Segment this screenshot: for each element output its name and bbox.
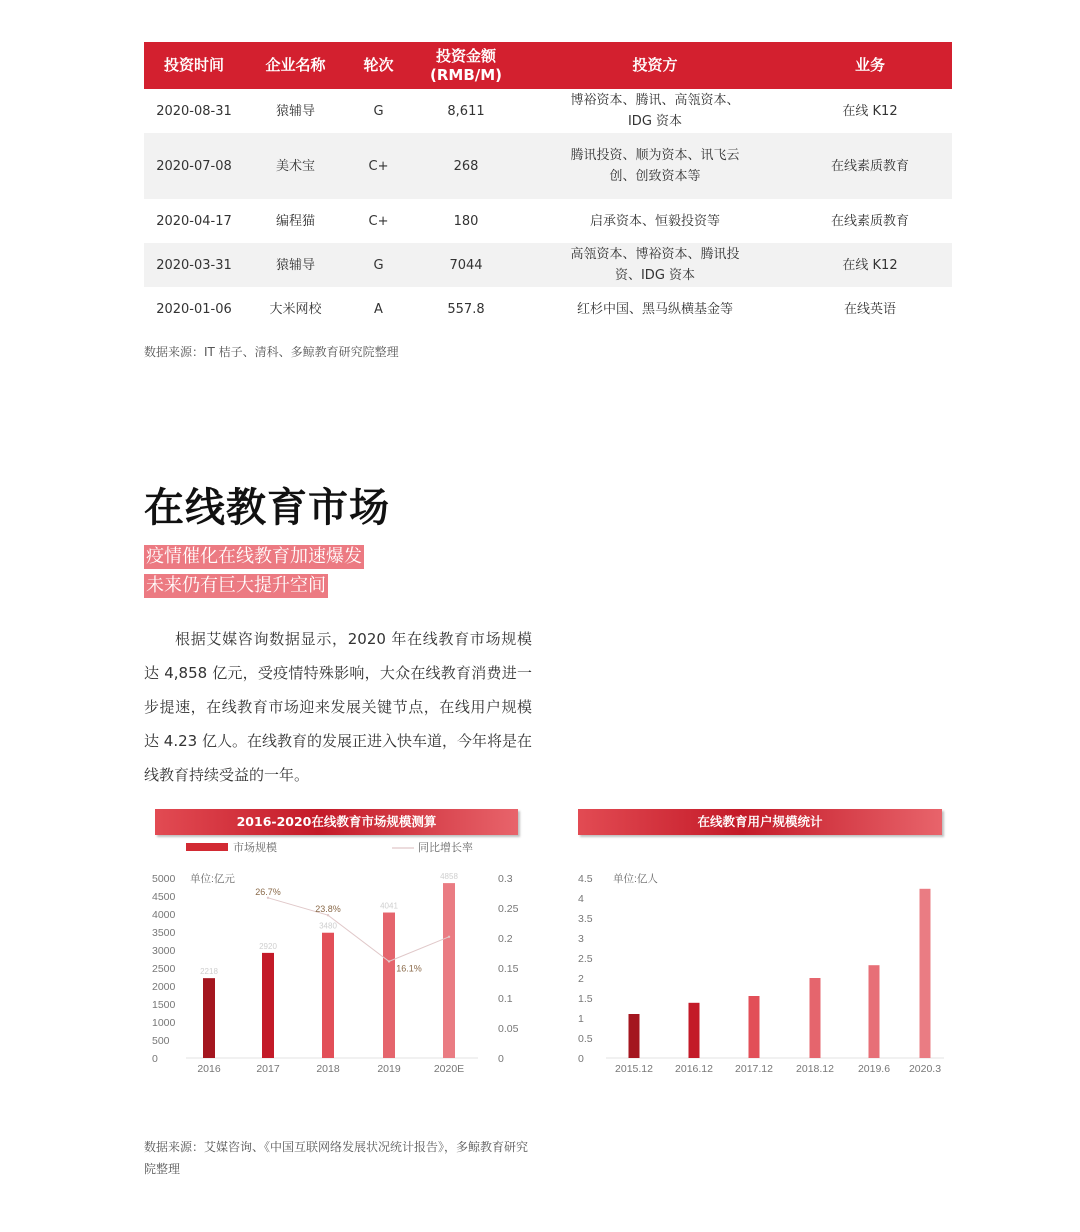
bar-user-scale <box>920 889 931 1058</box>
y-axis-right-tick: 0.3 <box>498 873 513 885</box>
cell-date: 2020-07-08 <box>144 133 244 199</box>
cell-investors: 博裕资本、腾讯、高瓴资本、IDG 资本 <box>522 89 788 133</box>
y-axis-tick: 0.5 <box>578 1033 593 1045</box>
col-header-investors: 投资方 <box>522 42 788 89</box>
y-axis-tick: 1 <box>578 1013 584 1025</box>
growth-rate-point <box>448 936 450 938</box>
y-axis-left-tick: 1500 <box>152 999 176 1011</box>
y-axis-left-tick: 3500 <box>152 927 176 939</box>
cell-business: 在线 K12 <box>788 243 952 287</box>
x-axis-tick: 2020.3 <box>908 1063 942 1075</box>
bar-value-label: 3480 <box>319 921 337 931</box>
bar-user-scale <box>869 965 880 1058</box>
y-axis-right-tick: 0 <box>498 1053 504 1065</box>
y-axis-tick: 4 <box>578 893 584 905</box>
x-axis-tick: 2019 <box>377 1063 401 1075</box>
col-header-round: 轮次 <box>347 42 410 89</box>
cell-company: 猿辅导 <box>244 243 347 287</box>
cell-amount: 268 <box>410 133 522 199</box>
cell-date: 2020-08-31 <box>144 89 244 133</box>
y-axis-tick: 2.5 <box>578 953 593 965</box>
cell-round: A <box>347 287 410 331</box>
x-axis-tick: 2016 <box>197 1063 221 1075</box>
body-paragraph-text: 根据艾媒咨询数据显示，2020 年在线教育市场规模达 4,858 亿元，受疫情特殊影响，大众在线教育消费进一步提速，在线教育市场迎来发展关键节点，在线用户规模达 4.23 亿人。在线教育的发展正进入快车道，今年将是在线教育持续受益的一年。 <box>144 630 532 784</box>
bar-market-size <box>322 933 334 1058</box>
y-axis-left-tick: 2000 <box>152 981 176 993</box>
y-axis-tick: 0 <box>578 1053 584 1065</box>
y-axis-tick: 3.5 <box>578 913 593 925</box>
bar-user-scale <box>810 978 821 1058</box>
cell-business: 在线 K12 <box>788 89 952 133</box>
x-axis-tick: 2017.12 <box>735 1063 773 1075</box>
y-axis-right-tick: 0.2 <box>498 933 513 945</box>
cell-business: 在线英语 <box>788 287 952 331</box>
col-header-business: 业务 <box>788 42 952 89</box>
bar-market-size <box>203 978 215 1058</box>
bar-value-label: 4041 <box>380 901 398 911</box>
bar-user-scale <box>629 1014 640 1058</box>
legend-label-growth-rate: 同比增长率 <box>418 842 473 854</box>
x-axis-tick: 2018.12 <box>796 1063 834 1075</box>
cell-investors: 红杉中国、黑马纵横基金等 <box>522 287 788 331</box>
y-axis-left-tick: 500 <box>152 1035 170 1047</box>
growth-rate-point <box>388 960 390 962</box>
cell-amount: 557.8 <box>410 287 522 331</box>
y-axis-tick: 3 <box>578 933 584 945</box>
y-axis-left-tick: 0 <box>152 1053 158 1065</box>
x-axis-tick: 2020E <box>433 1063 465 1075</box>
chart1-unit-label: 单位:亿元 <box>190 873 235 885</box>
y-axis-right-tick: 0.15 <box>498 963 519 975</box>
x-axis-tick: 2018 <box>316 1063 340 1075</box>
bar-market-size <box>443 883 455 1058</box>
user-scale-chart-title: 在线教育用户规模统计 <box>578 809 942 835</box>
cell-company: 大米网校 <box>244 287 347 331</box>
cell-amount: 180 <box>410 199 522 243</box>
market-size-chart-title: 2016-2020在线教育市场规模测算 <box>155 809 518 835</box>
table-source-note: 数据来源：IT 桔子、清科、多鲸教育研究院整理 <box>144 345 399 359</box>
x-axis-tick: 2019.6 <box>857 1063 891 1075</box>
growth-rate-line <box>268 898 449 962</box>
bar-user-scale <box>689 1003 700 1058</box>
y-axis-tick: 4.5 <box>578 873 593 885</box>
cell-investors: 高瓴资本、博裕资本、腾讯投资、IDG 资本 <box>522 243 788 287</box>
cell-date: 2020-03-31 <box>144 243 244 287</box>
bar-value-label: 2920 <box>259 941 277 951</box>
y-axis-left-tick: 5000 <box>152 873 176 885</box>
highlight-subtitle-1: 疫情催化在线教育加速爆发 <box>146 546 362 567</box>
cell-round: G <box>347 89 410 133</box>
y-axis-left-tick: 4000 <box>152 909 176 921</box>
x-axis-tick: 2016.12 <box>675 1063 713 1075</box>
cell-business: 在线素质教育 <box>788 199 952 243</box>
cell-business: 在线素质教育 <box>788 133 952 199</box>
chart2-unit-label: 单位:亿人 <box>613 873 658 885</box>
y-axis-right-tick: 0.25 <box>498 903 519 915</box>
y-axis-tick: 1.5 <box>578 993 593 1005</box>
bar-market-size <box>383 913 395 1058</box>
cell-round: G <box>347 243 410 287</box>
growth-rate-point <box>267 897 269 899</box>
col-header-date: 投资时间 <box>144 42 244 89</box>
bar-market-size <box>262 953 274 1058</box>
bar-value-label: 2218 <box>200 967 218 977</box>
cell-amount: 7044 <box>410 243 522 287</box>
y-axis-left-tick: 3000 <box>152 945 176 957</box>
y-axis-right-tick: 0.1 <box>498 993 513 1005</box>
bar-user-scale <box>749 996 760 1058</box>
growth-rate-label: 26.7% <box>255 886 281 897</box>
x-axis-tick: 2017 <box>256 1063 280 1075</box>
cell-investors: 腾讯投资、顺为资本、讯飞云创、创致资本等 <box>522 133 788 199</box>
legend-label-market-size: 市场规模 <box>233 842 277 854</box>
y-axis-left-tick: 1000 <box>152 1017 176 1029</box>
cell-date: 2020-01-06 <box>144 287 244 331</box>
growth-rate-label: 16.1% <box>396 963 422 974</box>
cell-investors: 启承资本、恒毅投资等 <box>522 199 788 243</box>
cell-company: 猿辅导 <box>244 89 347 133</box>
highlight-subtitle-2: 未来仍有巨大提升空间 <box>146 575 326 596</box>
y-axis-left-tick: 4500 <box>152 891 176 903</box>
col-header-amount: 投资金额 (RMB/M) <box>410 42 522 89</box>
growth-rate-point <box>327 914 329 916</box>
bar-value-label: 4858 <box>440 872 458 882</box>
y-axis-left-tick: 2500 <box>152 963 176 975</box>
y-axis-right-tick: 0.05 <box>498 1023 519 1035</box>
cell-round: C+ <box>347 133 410 199</box>
growth-rate-label: 23.8% <box>315 904 341 915</box>
col-header-company: 企业名称 <box>244 42 347 89</box>
chart-source-note: 数据来源：艾媒咨询、《中国互联网络发展状况统计报告》，多鲸教育研究院整理 <box>144 1140 529 1176</box>
x-axis-tick: 2015.12 <box>615 1063 653 1075</box>
cell-company: 美术宝 <box>244 133 347 199</box>
cell-company: 编程猫 <box>244 199 347 243</box>
cell-date: 2020-04-17 <box>144 199 244 243</box>
legend-swatch-market-size <box>186 843 228 851</box>
section-title: 在线教育市场 <box>144 485 390 531</box>
y-axis-tick: 2 <box>578 973 584 985</box>
cell-amount: 8,611 <box>410 89 522 133</box>
cell-round: C+ <box>347 199 410 243</box>
